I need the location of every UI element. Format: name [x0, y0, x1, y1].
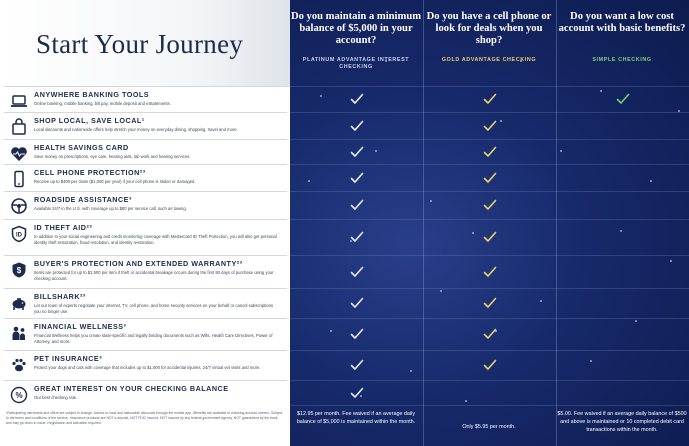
- row-divider: [290, 191, 689, 192]
- price-simple: $5.00. Fee waived if an average daily balance of $500 and above is maintained or 10 completed debit card transactions within the month.: [557, 411, 687, 433]
- feature-row: [4, 288, 287, 318]
- features-panel: [0, 0, 290, 446]
- star: [500, 120, 502, 122]
- cell-phone-icon: [10, 170, 28, 188]
- price-gold: Only $5.95 per month.: [462, 424, 516, 430]
- check-icon: [483, 359, 497, 371]
- star: [540, 300, 542, 302]
- feature-description: Financial Wellness helps you create state-specific and legally binding documents such as Wills, Health Care Directives, Power of Attorney, and more.: [34, 333, 273, 344]
- row-divider: [290, 380, 689, 381]
- check-icon: [350, 146, 364, 158]
- star: [670, 260, 672, 262]
- title-box: [0, 0, 290, 87]
- star: [330, 330, 332, 332]
- feature-row: [4, 164, 287, 191]
- check-icon: [616, 93, 630, 105]
- row-divider: [290, 219, 689, 220]
- check-icon: [483, 231, 497, 243]
- star: [620, 230, 622, 232]
- shield-dollar-icon: [10, 261, 28, 279]
- check-icon: [350, 231, 364, 243]
- page-title: Start Your Journey: [36, 29, 244, 59]
- feature-row: [4, 380, 287, 405]
- row-divider: [290, 350, 689, 351]
- feature-description: Available 24/7 in the U.S. with coverage up to $80 per service call, such as towing.: [34, 206, 187, 211]
- question-simple: Do you want a low cost account with basic benefits?: [558, 11, 686, 34]
- check-icon: [483, 172, 497, 184]
- feature-row: [4, 350, 287, 380]
- check-icon: [350, 93, 364, 105]
- footnote: ¹Participating merchants and offers are subject to change. Access to local and nationwide discounts through the mobile app. ²Benefits are available to checking account owners. Subject to the terms and conditions of the service. ³Insurance products are NOT a deposit, NOT FDIC insured, NOT insured by any federal government agency, NOT guaranteed by the bank, and may go down in value. Registration and activation required.: [6, 411, 283, 425]
- star: [465, 400, 467, 402]
- plan-name-platinum[interactable]: PLATINUM ADVANTAGE INTEREST CHECKING: [302, 57, 410, 70]
- svg-text:ID: ID: [16, 232, 22, 239]
- row-divider: [290, 288, 689, 289]
- check-icon: [483, 266, 497, 278]
- check-icon: [350, 297, 364, 309]
- feature-description: In addition to your social engineering and credit monitoring coverage with Mastercard ID Theft Protection, you will also get personal identity theft restoration, fraud resolution, and identity restoration.: [34, 234, 277, 245]
- laptop-icon: [10, 92, 28, 110]
- feature-description: Receive up to $400 per claim ($1,000 per year) if your cell phone is stolen or damaged.: [34, 179, 196, 184]
- row-divider: [290, 405, 689, 406]
- star: [590, 360, 592, 362]
- star: [635, 320, 637, 322]
- row-divider: [290, 164, 689, 165]
- check-icon: [483, 146, 497, 158]
- feature-name: BILLSHARK²³: [34, 292, 86, 301]
- feature-description: Items are protected for up to $2,500 per item if theft or accidental breakage occurs during the first 90 days of purchase using your checking account.: [34, 270, 274, 281]
- star: [560, 150, 562, 152]
- svg-text:$: $: [16, 266, 22, 275]
- feature-row: [4, 112, 287, 139]
- feature-row: [4, 139, 287, 164]
- check-icon: [350, 359, 364, 371]
- feature-description: Online banking, mobile banking, bill pay, mobile deposit and eStatements.: [34, 101, 171, 106]
- svg-text:%: %: [15, 391, 23, 400]
- feature-name: ROADSIDE ASSISTANCE³: [34, 195, 132, 204]
- check-icon: [483, 328, 497, 340]
- heart-pulse-icon: [10, 145, 28, 163]
- feature-name: GREAT INTEREST ON YOUR CHECKING BALANCE: [34, 384, 229, 393]
- check-icon: [350, 328, 364, 340]
- row-divider: [290, 139, 689, 140]
- question-gold: Do you have a cell phone or look for deals when you shop?: [426, 11, 552, 46]
- row-divider: [290, 86, 689, 87]
- feature-row: [4, 191, 287, 219]
- feature-name: ANYWHERE BANKING TOOLS: [34, 90, 150, 99]
- feature-description: Protect your dogs and cats with coverage that includes up to $1,000 for accidental injuries, 24/7 virtual vet visits and more.: [34, 365, 261, 370]
- feature-row: [4, 318, 287, 350]
- check-icon: [483, 120, 497, 132]
- percent-icon: [10, 386, 28, 404]
- feature-row: [4, 255, 287, 288]
- star: [430, 200, 432, 202]
- plan-name-gold[interactable]: GOLD ADVANTAGE CHECKING: [441, 57, 537, 63]
- feature-name: SHOP LOCAL, SAVE LOCAL¹: [34, 116, 145, 125]
- check-icon: [350, 199, 364, 211]
- check-icon: [350, 172, 364, 184]
- check-icon: [483, 93, 497, 105]
- feature-name: HEALTH SAVINGS CARD: [34, 143, 129, 152]
- feature-name: BUYER'S PROTECTION AND EXTENDED WARRANTY²³: [34, 259, 243, 268]
- star: [472, 232, 474, 234]
- row-divider: [290, 255, 689, 256]
- paw-icon: [10, 356, 28, 374]
- shopping-bag-icon: [10, 118, 28, 136]
- family-icon: [10, 324, 28, 342]
- star: [410, 370, 412, 372]
- feature-row: [4, 86, 287, 112]
- piggy-bank-icon: [10, 294, 28, 312]
- star: [375, 150, 377, 152]
- comparison-panel: [290, 0, 689, 446]
- feature-description: Save money on prescriptions, eye care, hearing aids, lab work and hearing services.: [34, 154, 191, 159]
- check-icon: [350, 387, 364, 399]
- feature-name: CELL PHONE PROTECTION²³: [34, 168, 146, 177]
- row-divider: [290, 112, 689, 113]
- feature-row: [4, 219, 287, 255]
- feature-name: PET INSURANCE³: [34, 354, 103, 363]
- feature-description: Let our team of experts negotiate your internet, TV, cell phone, and home security services on your behalf or cancel subscriptions you no longer use.: [34, 303, 274, 314]
- plan-name-simple[interactable]: SIMPLE CHECKING: [592, 57, 652, 63]
- star: [600, 90, 602, 92]
- id-shield-icon: [10, 225, 28, 243]
- star: [650, 180, 652, 182]
- check-icon: [350, 120, 364, 132]
- row-divider: [290, 318, 689, 319]
- feature-description: Local discounts and nationwide offers help stretch your money on everyday dining, shopping, travel and more.: [34, 127, 238, 132]
- check-icon: [350, 266, 364, 278]
- feature-name: FINANCIAL WELLNESS³: [34, 322, 127, 331]
- question-platinum: Do you maintain a minimum balance of $5,000 in your account?: [290, 11, 422, 46]
- star: [440, 290, 442, 292]
- steering-wheel-icon: [10, 197, 28, 215]
- star: [320, 95, 322, 97]
- check-icon: [483, 199, 497, 211]
- feature-name: ID THEFT AID²³: [34, 223, 93, 232]
- feature-description: Our best checking rate.: [34, 395, 78, 400]
- star: [308, 180, 310, 182]
- price-platinum: $12.95 per month. Fee waived if an average daily balance of $5,000 is maintained within the month.: [296, 411, 416, 425]
- check-icon: [483, 297, 497, 309]
